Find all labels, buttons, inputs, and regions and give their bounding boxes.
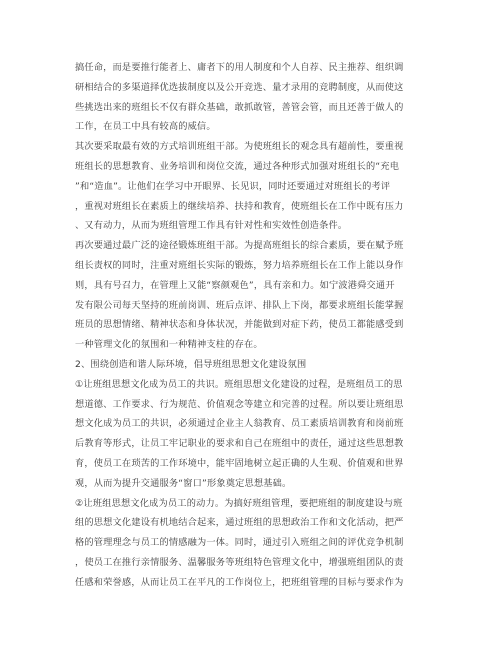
body-text <box>75 58 427 593</box>
text-line: ，重视对班组长在素质上的继续培养、扶持和教育，使班组长在工作中既有压力 <box>75 200 404 212</box>
text-line: 再次要通过最广泛的途径锻炼班组干部。为提高班组长的综合素质，要在赋予班 <box>75 240 404 252</box>
text-line: 研相结合的多渠道择优选拔制度以及公开竞选、量才录用的竞聘制度，从而使这 <box>75 81 404 93</box>
text-line: 则，具有号召力，在管理上又能“察颜观色”，具有亲和力。如宁波港舜交通开 <box>75 279 395 291</box>
text-line: 搞任命，而是要推行能者上、庸者下的用人制度和个人自荐、民主推荐、组织调 <box>75 62 404 73</box>
text-line: 组的思想文化建设有机地结合起来，通过班组的思想政治工作和文化活动，把严 <box>75 517 404 529</box>
text-line: 一种管理文化的氛围和一种精神支柱的存在。 <box>75 339 263 351</box>
text-line: 育，使员工在琐苦的工作环境中，能牢固地树立起正确的人生观、价值观和世界 <box>75 457 404 469</box>
text-line: 任感和荣誉感，从而让员工在平凡的工作岗位上，把班组管理的目标与要求作为 <box>75 576 404 588</box>
text-line: 组长责权的同时，注重对班组长实际的锻炼，努力培养班组长在工作上能以身作 <box>75 259 404 271</box>
text-line: 观，从而为提升交通服务“窗口”形象奠定思想基础。 <box>75 477 292 489</box>
text-line: ”和“造血”。让他们在学习中开眼界、长见识，同时还要通过对班组长的考评 <box>75 180 391 192</box>
text-line: 些挑选出来的班组长不仅有群众基础，敢抓敢管，善管会管，而且还善于做人的 <box>75 101 404 113</box>
text-line: ②让班组思想文化成为员工的动力。为搞好班组管理，要把班组的制度建设与班 <box>75 497 403 509</box>
text-line: 工作，在员工中具有较高的威信。 <box>75 121 216 133</box>
section-heading: 2、围绕创造和谐人际环境，倡导班组思想文化建设氛围 <box>75 358 307 370</box>
text-line: ，使员工在推行亲情服务、温馨服务等班组特色管理文化中，增强班组团队的责 <box>75 556 404 568</box>
text-line: 格的管理理念与员工的情感融为一体。同时，通过引入班组之间的评优竞争机制 <box>75 537 404 549</box>
text-line: 、又有动力，从而为班组管理工作具有针对性和实效性创造条件。 <box>75 220 348 232</box>
text-line: 想道德、工作要求、行为规范、价值观念等建立和完善的过程。所以要让班组思 <box>75 398 404 410</box>
text-line: 后教育等形式，让员工牢记职业的要求和自己在班组中的责任，通过这些思想教 <box>75 438 404 450</box>
text-line: 班员的思想情绪、精神状态和身体状况，并能做到对症下药，使员工都能感受到 <box>75 319 404 331</box>
text-line: 其次要采取最有效的方式培训班组干部。为使班组长的观念具有超前性，要重视 <box>75 141 404 153</box>
text-line: 想文化成为员工的共识，必须通过企业主人翁教育、员工素质培训教育和岗前班 <box>75 418 404 430</box>
text-line: 发有限公司每天坚持的班前岗训、班后点评、排队上下岗，都要求班组长能掌握 <box>75 299 404 311</box>
text-line: ①让班组思想文化成为员工的共识。班组思想文化建设的过程，是班组员工的思 <box>75 378 403 390</box>
text-line: 班组长的思想教育、业务培训和岗位交流，通过各种形式加强对班组长的“充电 <box>75 160 400 172</box>
